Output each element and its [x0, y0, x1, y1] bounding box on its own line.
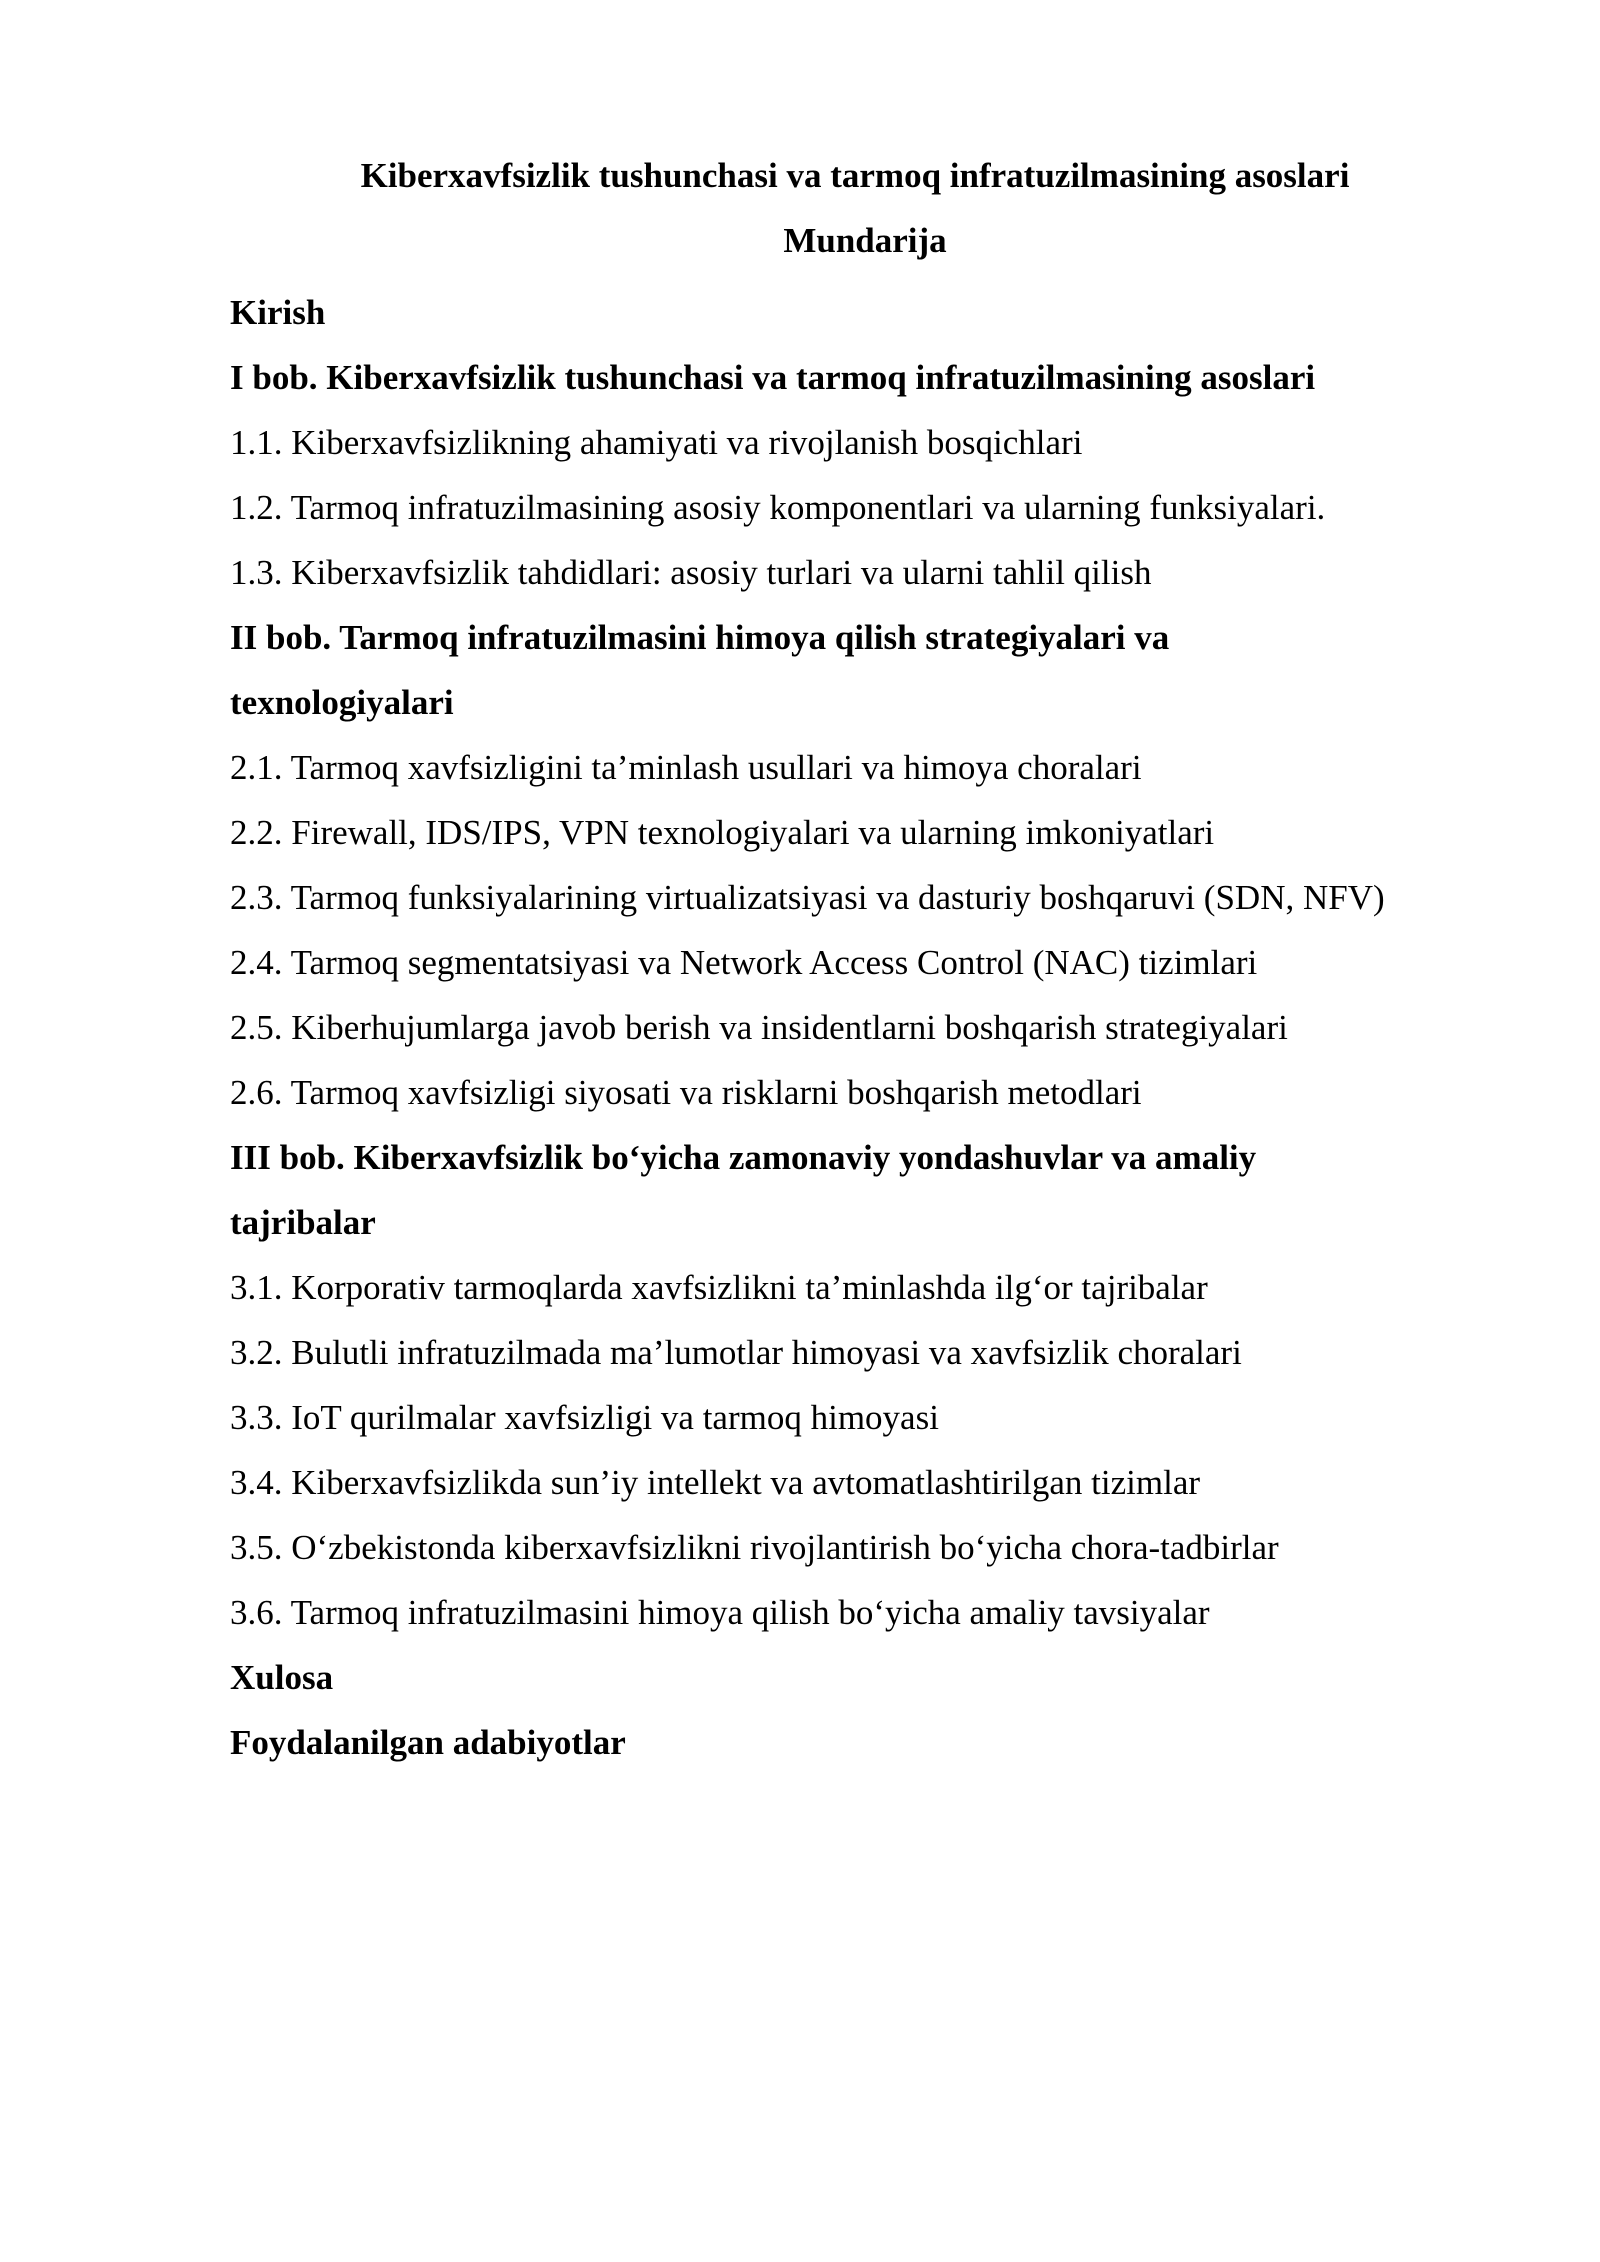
toc-heading: Mundarija: [783, 221, 947, 260]
toc-entry-references: Foydalanilgan adabiyotlar: [230, 1723, 626, 1762]
toc-entry-section-3-4: 3.4. Kiberxavfsizlikda sun’iy intellekt va avtomatlashtirilgan tizimlar: [230, 1463, 1201, 1502]
toc-entry-section-3-6: 3.6. Tarmoq infratuzilmasini himoya qilish bo‘yicha amaliy tavsiyalar: [230, 1593, 1210, 1632]
toc-entry-chapter-2: II bob. Tarmoq infratuzilmasini himoya qilish strategiyalari va texnologiyalari: [230, 618, 1170, 722]
toc-entry-section-3-5: 3.5. O‘zbekistonda kiberxavfsizlikni rivojlantirish bo‘yicha chora-tadbirlar: [230, 1528, 1279, 1567]
toc-entry-section-2-3: 2.3. Tarmoq funksiyalarining virtualizatsiyasi va dasturiy boshqaruvi (SDN, NFV): [230, 878, 1385, 917]
toc-entry-section-2-5: 2.5. Kiberhujumlarga javob berish va insidentlarni boshqarish strategiyalari: [230, 1008, 1288, 1047]
toc-entry-section-2-2: 2.2. Firewall, IDS/IPS, VPN texnologiyalari va ularning imkoniyatlari: [230, 813, 1215, 852]
table-of-contents: [230, 280, 1520, 1775]
toc-entry-section-2-1: 2.1. Tarmoq xavfsizligini ta’minlash usullari va himoya choralari: [230, 748, 1142, 787]
document-title: Kiberxavfsizlik tushunchasi va tarmoq infratuzilmasining asoslari: [360, 156, 1350, 195]
toc-entry-section-3-3: 3.3. IoT qurilmalar xavfsizligi va tarmoq himoyasi: [230, 1398, 939, 1437]
toc-entry-introduction: Kirish: [230, 293, 326, 332]
toc-entry-conclusion: Xulosa: [230, 1658, 334, 1697]
toc-entry-section-2-4: 2.4. Tarmoq segmentatsiyasi va Network Access Control (NAC) tizimlari: [230, 943, 1258, 982]
toc-entry-section-1-3: 1.3. Kiberxavfsizlik tahdidlari: asosiy turlari va ularni tahlil qilish: [230, 553, 1152, 592]
toc-entry-section-3-2: 3.2. Bulutli infratuzilmada ma’lumotlar himoyasi va xavfsizlik choralari: [230, 1333, 1242, 1372]
toc-entry-chapter-3: III bob. Kiberxavfsizlik bo‘yicha zamonaviy yondashuvlar va amaliy tajribalar: [230, 1138, 1257, 1242]
toc-entry-section-2-6: 2.6. Tarmoq xavfsizligi siyosati va risklarni boshqarish metodlari: [230, 1073, 1142, 1112]
toc-entry-section-1-2: 1.2. Tarmoq infratuzilmasining asosiy komponentlari va ularning funksiyalari.: [230, 488, 1326, 527]
toc-entry-chapter-1: I bob. Kiberxavfsizlik tushunchasi va tarmoq infratuzilmasining asoslari: [230, 358, 1316, 397]
toc-entry-section-3-1: 3.1. Korporativ tarmoqlarda xavfsizlikni ta’minlashda ilg‘or tajribalar: [230, 1268, 1208, 1307]
toc-entry-section-1-1: 1.1. Kiberxavfsizlikning ahamiyati va rivojlanish bosqichlari: [230, 423, 1083, 462]
